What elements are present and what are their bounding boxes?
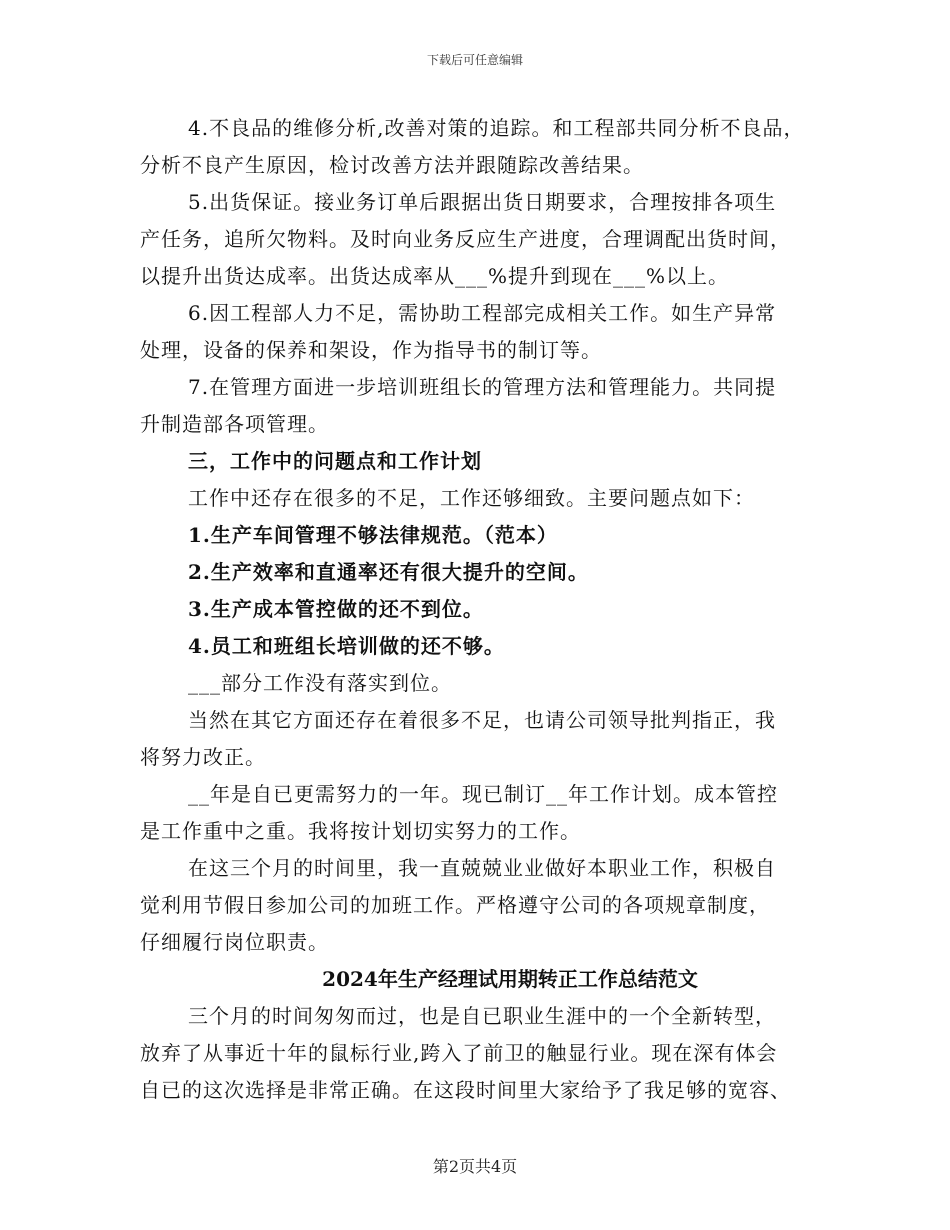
text-line: 6.因工程部人力不足，需协助工程部完成相关工作。如生产异常: [188, 301, 777, 325]
text-line: __年是自已更需努力的一年。现已制订__年工作计划。成本管控: [188, 782, 778, 806]
text-line: 当然在其它方面还存在着很多不足，也请公司领导批判指正，我: [188, 708, 776, 732]
text-line: 1.生产车间管理不够法律规范。（范本）: [188, 523, 558, 547]
document-body: [140, 110, 820, 1109]
text-line: 将努力改正。: [140, 745, 266, 769]
text-line: 3.生产成本管控做的还不到位。: [188, 597, 484, 621]
text-line: 产任务，追所欠物料。及时向业务反应生产进度，合理调配出货时间，: [140, 227, 791, 251]
text-line: ___部分工作没有落实到位。: [188, 671, 452, 695]
text-line: 2.生产效率和直通率还有很大提升的空间。: [188, 560, 589, 584]
text-line: 仔细履行岗位职责。: [140, 930, 329, 954]
text-line: 处理，设备的保养和架设，作为指导书的制订等。: [140, 338, 602, 362]
text-line: 是工作重中之重。我将按计划切实努力的工作。: [140, 819, 581, 843]
text-line: 分析不良产生原因，检讨改善方法并跟随踪改善结果。: [140, 153, 644, 177]
text-line: 7.在管理方面进一步培训班组长的管理方法和管理能力。共同提: [188, 375, 777, 399]
page-footer: 第2页共4页: [432, 1157, 518, 1176]
text-line: 升制造部各项管理。: [140, 412, 329, 436]
text-line: 4.不良品的维修分析,改善对策的追踪。和工程部共同分析不良品，: [188, 116, 805, 140]
page-header: 下载后可任意编辑: [426, 53, 523, 67]
text-line: 4.员工和班组长培训做的还不够。: [188, 634, 505, 658]
text-line: 放弃了从事近十年的鼠标行业,跨入了前卫的触显行业。现在深有体会: [140, 1041, 778, 1065]
text-line: 5.出货保证。接业务订单后跟据出货日期要求，合理按排各项生: [188, 190, 777, 214]
document-title: 2024年生产经理试用期转正工作总结范文: [322, 967, 698, 991]
text-line: 工作中还存在很多的不足，工作还够细致。主要问题点如下：: [188, 486, 755, 510]
text-line: 觉利用节假日参加公司的加班工作。严格遵守公司的各项规章制度，: [140, 893, 770, 917]
text-line: 以提升出货达成率。出货达成率从___%提升到现在___%以上。: [140, 264, 730, 288]
text-line: 在这三个月的时间里，我一直兢兢业业做好本职业工作，积极自: [188, 856, 776, 880]
text-line: 三，工作中的问题点和工作计划: [188, 449, 482, 473]
text-line: 自已的这次选择是非常正确。在这段时间里大家给予了我足够的宽容、: [140, 1078, 791, 1102]
text-line: 三个月的时间匆匆而过，也是自已职业生涯中的一个全新转型，: [188, 1004, 776, 1028]
